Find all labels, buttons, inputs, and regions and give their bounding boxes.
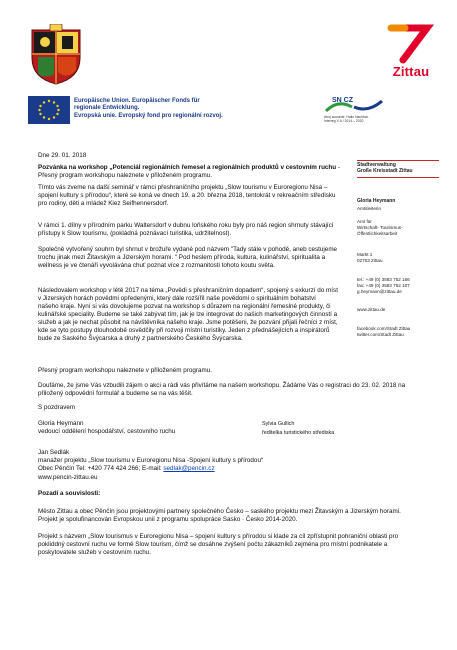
signature-3-role: manažer projektu „Slow tourismu v Euroregionu Nisa -Spojení kultury s přírodou“: [38, 457, 264, 464]
signature-3-contact: [38, 465, 368, 473]
sidebar-person-role: Amtsleiterin: [357, 206, 381, 211]
letter-subject-rest: - Přesný program workshopu naleznete v přiloženém programu.: [38, 164, 340, 179]
sidebar-contact: tel.: +49 (0) 3583 752 166 fax: +49 (0) 3583 752 107 g.heymann@zittau.de: [357, 277, 410, 294]
coat-of-arms-logo: [28, 24, 84, 86]
letter-paragraph-1: Tímto vás zveme na další seminář v rámci přeshraničního projektu „Slow tourismu v Euroregionu Nisa – spojení kultury s přírodou“, které se koná ve dnech 19. a 20. března 2018, tentokrát v rekreačním středisku pro rodiny, děti a mládež Kiez Seifhennersdorf.: [38, 184, 336, 207]
zittau-logo: [383, 20, 439, 86]
background-paragraph-2: Projekt s názvem „Slow tourismus v Euroregionu Nisa – spojení kultury s přírodou si klade za cíl zpřístupnit pohraniční oblasti pro pokliddný cestovní ruchu ve formě Slow tourism, čímž se dosáhne zvýšení počtu zákazníků zejména pro místní podnikatele a poskytovatele služeb v cestovním ruchu.: [38, 533, 399, 556]
sncz-subtext: Ahoj sousede. Hallo Nachbar. Interreg V A / 2014 – 2020: [324, 115, 369, 124]
sidebar-org-title: Stadtverwaltung Große Kreisstadt Zittau: [357, 162, 413, 174]
sidebar-divider: [357, 177, 439, 178]
letter-paragraph-3: Společně vytvořený souhrn byl shrnut v brožuře vydané pod názvem "Tady stále v pohodě, aneb cestujeme trochu jinak mezi Žitavským a Jizerským horami. " Pod heslem příroda, kultura, kulinářství, spiritualita a wellness je ve čtenáři vyvolávána chuť poznat více z rozmanitosti tohoto koutu světa.: [38, 246, 338, 269]
letter-date: Dne 29. 01. 2018: [38, 152, 87, 159]
sncz-logo: [322, 97, 392, 127]
sidebar-web: www.zittau.de: [357, 307, 386, 312]
sidebar-top-rule: [357, 160, 439, 161]
signature-3-contact-text: Obec Pěnčín Tel: +420 774 424 266; E-mail:: [38, 465, 164, 472]
letter-paragraph-5: Přesný program workshopu naleznete v přiloženém programu.: [38, 367, 212, 374]
signature-3-web: www.pencin-zittau.eu: [38, 474, 98, 481]
zittau-logo-text: Zittau: [392, 64, 430, 79]
letter-paragraph-4: Následovalem workshop v létě 2017 na téma „Povědi s přeshraničním dopadem“, spojený s exkurzí do míst v Jizerských horách povědmi opředenými, který dále rozšířil naše povědomí o spirituálním bohatství našeho kraje. Nyní si vás dovolujeme pozvat na workshop s důrazem na regionální řemeslné produkty, či kulinářské speciality. Budeme se také zabývat tím, jak je lze integrovat do našich marketingových činností a služeb a jak je nechat působit na návštěvníka našeho kraje. Jsme potěšeni, že pozvání přijali řečníci z míst, kde se tyto postupy dlouhodobě osvědčily při rozvoji místní turistiky. Jeden z přednášejících a inspirátorů bude ze Saského Švýcarska a druhý z partnerského Českého Švýcarska.: [38, 287, 338, 342]
background-paragraph-1: Město Zittau a obec Pěnčín jsou projektovými partnery společného Česko – saského projektu mezi Žitavským a Jizerským horami. Projekt je spolufinancován Evropskou unií z programu spolupráce Sasko · Česko 2014-2020.: [38, 508, 401, 523]
eu-flag-icon: [28, 96, 70, 124]
zittau-swoosh-icon: [383, 20, 439, 64]
sidebar-address: Markt 1 02763 Zittau: [357, 252, 383, 263]
signature-1-name: Gloria Heymann: [38, 420, 84, 427]
signature-3-name: Jan Sedlák: [38, 449, 70, 456]
signature-2-name: Sylvia Gullich: [262, 421, 295, 427]
sidebar-social: facebook.com/Stadt Zittau twitter.com/Stadt Zittau: [357, 326, 411, 337]
letter-paragraph-6: Doufáme, že jsme Vás vzbudili zájem o akci a rádi vás přivítáme na našem workshopu. Žádáme Vás o registraci do 23. 02. 2018 na přiložený odpovědní formulář a budeme se na vás těšit.: [38, 382, 406, 397]
sidebar-person-name: Gloria Heymann: [357, 198, 396, 204]
background-heading: Pozadí a souvislosti:: [38, 490, 101, 497]
email-link[interactable]: sedlak@pencin.cz: [163, 465, 215, 472]
letter-greeting: S pozdravem: [38, 404, 76, 411]
letter-subject-bold: Pozvánka na workshop „Potenciál regionálních řemesel a regionálních produktů v cestovním ruchu: [38, 164, 337, 171]
eu-funding-text: Europäische Union. Europäischer Fonds für regionale Entwicklung. Evropská unie. Evropský fond pro regionální rozvoj.: [74, 98, 223, 119]
letter-paragraph-2: V rámci 1. dílny v přírodním parku Waltersdorf v dubnu loňského roku byly pro náš region shrnuty stávající přístupy k Slow tourismu, (pokládná poznávací turistika, udržitelnost).: [38, 222, 334, 237]
sncz-label: SN CZ: [332, 97, 353, 104]
signature-2-role: ředitelka turistického střediska: [262, 430, 335, 436]
signature-1-role: vedoucí oddělení hospodářství, cestovního ruchu: [38, 428, 176, 435]
letter-subject: [38, 164, 343, 180]
sidebar-department: Amt für Wirtschaft- Tourismus- Öffentlichkeitsarbeit: [357, 219, 403, 236]
